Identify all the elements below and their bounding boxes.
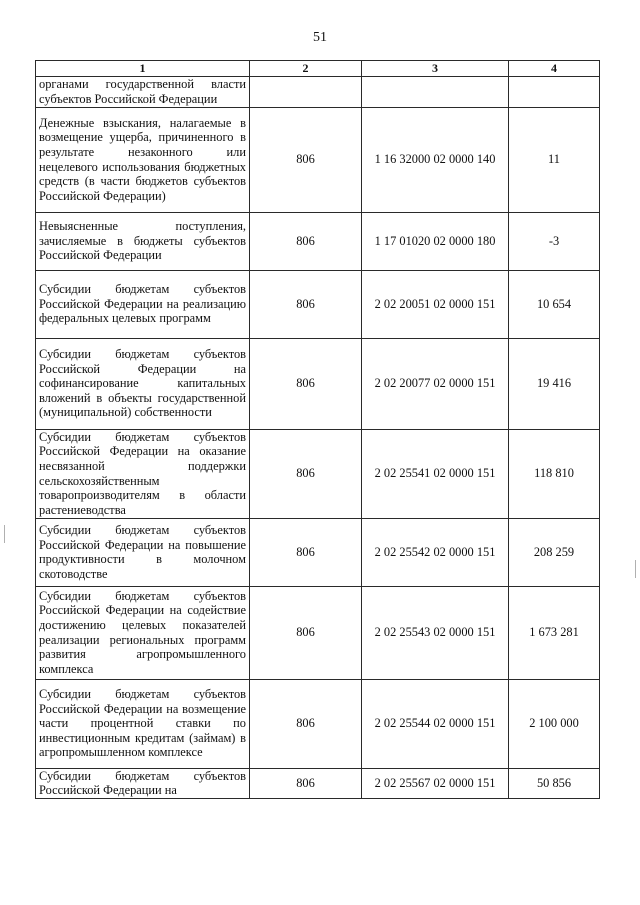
budget-classification-code: 2 02 25542 02 0000 151 bbox=[362, 518, 509, 586]
amount: 208 259 bbox=[509, 518, 600, 586]
table-row bbox=[36, 76, 600, 107]
revenue-description: Субсидии бюджетам субъектов Российской Федерации на повышение продуктивности в молочном скотоводстве bbox=[36, 518, 250, 586]
table-row bbox=[36, 212, 600, 270]
table-row bbox=[36, 586, 600, 679]
scan-edge-mark bbox=[635, 560, 636, 578]
budget-classification-code: 2 02 25544 02 0000 151 bbox=[362, 679, 509, 768]
admin-code: 806 bbox=[250, 586, 362, 679]
scan-edge-mark bbox=[4, 525, 5, 543]
budget-classification-code: 2 02 20051 02 0000 151 bbox=[362, 270, 509, 338]
table-row bbox=[36, 270, 600, 338]
amount: -3 bbox=[509, 212, 600, 270]
revenue-description: органами государственной власти субъектов Российской Федерации bbox=[36, 76, 250, 107]
admin-code: 806 bbox=[250, 768, 362, 798]
admin-code: 806 bbox=[250, 518, 362, 586]
revenue-description: Субсидии бюджетам субъектов Российской Федерации на реализацию федеральных целевых программ bbox=[36, 270, 250, 338]
table-row bbox=[36, 768, 600, 798]
admin-code bbox=[250, 76, 362, 107]
amount: 19 416 bbox=[509, 338, 600, 429]
budget-classification-code: 2 02 25541 02 0000 151 bbox=[362, 429, 509, 518]
budget-revenue-table bbox=[35, 60, 600, 799]
column-header-2: 2 bbox=[250, 61, 362, 77]
revenue-description: Субсидии бюджетам субъектов Российской Федерации на софинансирование капитальных вложений в объекты государственной (муниципальной) собственности bbox=[36, 338, 250, 429]
amount: 118 810 bbox=[509, 429, 600, 518]
table-row bbox=[36, 679, 600, 768]
table-row bbox=[36, 429, 600, 518]
admin-code: 806 bbox=[250, 679, 362, 768]
table-row bbox=[36, 107, 600, 212]
admin-code: 806 bbox=[250, 212, 362, 270]
budget-classification-code: 2 02 20077 02 0000 151 bbox=[362, 338, 509, 429]
amount: 50 856 bbox=[509, 768, 600, 798]
amount: 10 654 bbox=[509, 270, 600, 338]
budget-classification-code: 2 02 25543 02 0000 151 bbox=[362, 586, 509, 679]
revenue-description: Субсидии бюджетам субъектов Российской Федерации на возмещение части процентной ставки по инвестиционным кредитам (займам) в агропромышленном комплексе bbox=[36, 679, 250, 768]
revenue-description: Субсидии бюджетам субъектов Российской Федерации на оказание несвязанной поддержки сельскохозяйственным товаропроизводителям в области растениеводства bbox=[36, 429, 250, 518]
column-header-1: 1 bbox=[36, 61, 250, 77]
admin-code: 806 bbox=[250, 107, 362, 212]
column-header-4: 4 bbox=[509, 61, 600, 77]
admin-code: 806 bbox=[250, 338, 362, 429]
admin-code: 806 bbox=[250, 270, 362, 338]
budget-classification-code: 1 16 32000 02 0000 140 bbox=[362, 107, 509, 212]
amount: 11 bbox=[509, 107, 600, 212]
amount bbox=[509, 76, 600, 107]
revenue-description: Субсидии бюджетам субъектов Российской Федерации на содействие достижению целевых показателей реализации региональных программ развития агропромышленного комплекса bbox=[36, 586, 250, 679]
page-number: 51 bbox=[313, 30, 327, 45]
budget-classification-code bbox=[362, 76, 509, 107]
table-row bbox=[36, 518, 600, 586]
budget-classification-code: 1 17 01020 02 0000 180 bbox=[362, 212, 509, 270]
table-header-row bbox=[36, 61, 600, 77]
revenue-description: Невыясненные поступления, зачисляемые в бюджеты субъектов Российской Федерации bbox=[36, 212, 250, 270]
budget-classification-code: 2 02 25567 02 0000 151 bbox=[362, 768, 509, 798]
table-row bbox=[36, 338, 600, 429]
admin-code: 806 bbox=[250, 429, 362, 518]
amount: 1 673 281 bbox=[509, 586, 600, 679]
revenue-description: Субсидии бюджетам субъектов Российской Федерации на bbox=[36, 768, 250, 798]
revenue-description: Денежные взыскания, налагаемые в возмещение ущерба, причиненного в результате незаконного или нецелевого использования бюджетных средств (в части бюджетов субъектов Российской Федерации) bbox=[36, 107, 250, 212]
column-header-3: 3 bbox=[362, 61, 509, 77]
amount: 2 100 000 bbox=[509, 679, 600, 768]
